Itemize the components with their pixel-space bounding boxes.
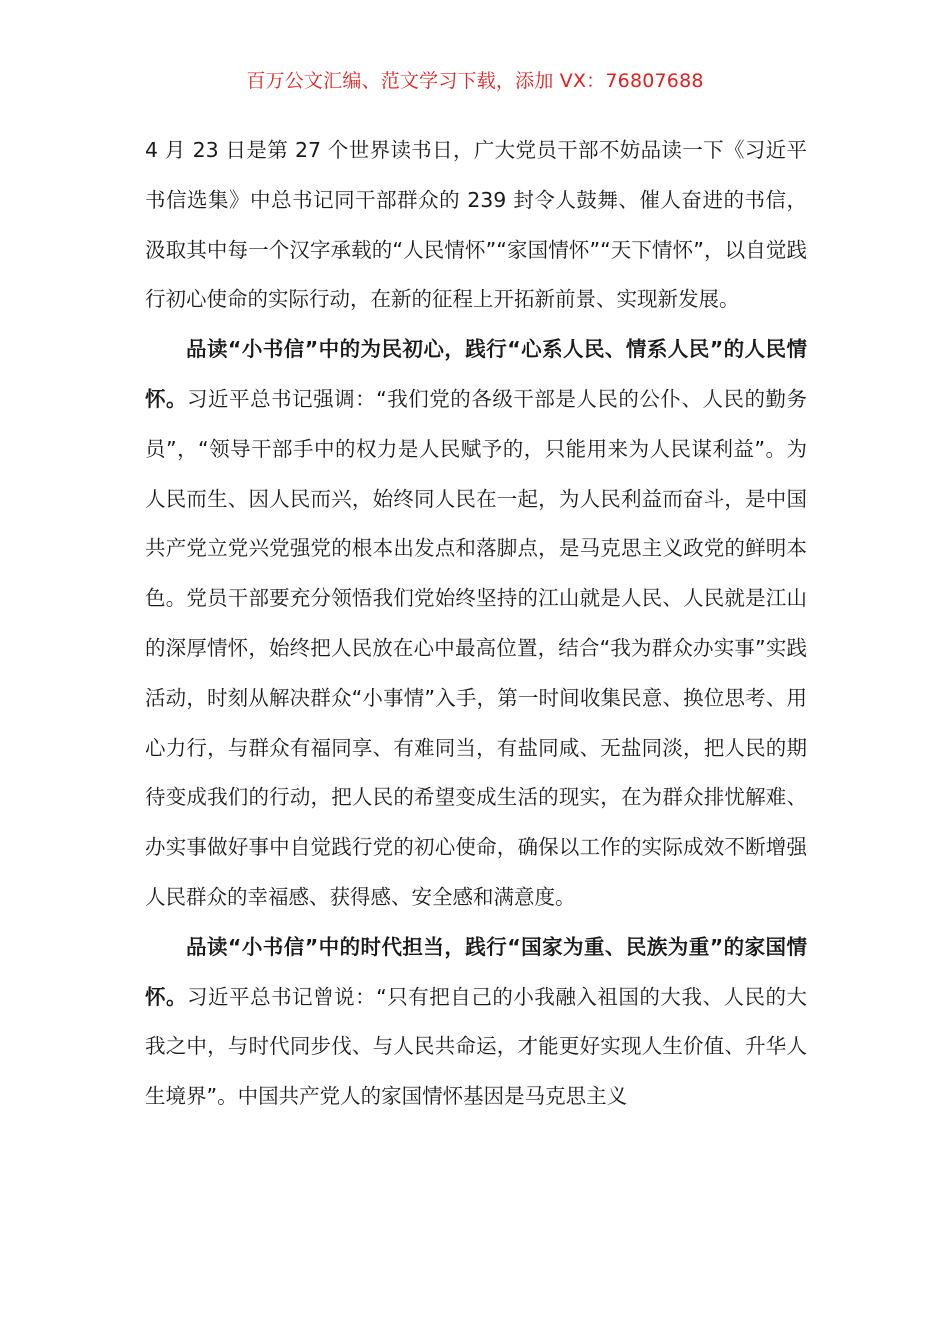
paragraph-people-sentiment xyxy=(145,325,807,923)
watermark-header: 百万公文汇编、范文学习下载，添加 VX：76807688 xyxy=(246,70,704,92)
paragraph-people-sentiment-text: 习近平总书记强调：“我们党的各级干部是人民的公仆、人民的勤务员”，“领导干部手中的权力是人民赋予的，只能用来为人民谋利益”。为人民而生、因人民而兴，始终同人民在一起，为人民利益而奋斗，是中国共产党立党兴党强党的根本出发点和落脚点，是马克思主义政党的鲜明本色。党员干部要充分领悟我们党始终坚持的江山就是人民、人民就是江山的深厚情怀，始终把人民放在心中最高位置，结合“我为群众办实事”实践活动，时刻从解决群众“小事情”入手，第一时间收集民意、换位思考、用心力行，与群众有福同享、有难同当，有盐同咸、无盐同淡，把人民的期待变成我们的行动，把人民的希望变成生活的现实，在为群众排忧解难、办实事做好事中自觉践行党的初心使命，确保以工作的实际成效不断增强人民群众的幸福感、获得感、安全感和满意度。 xyxy=(145,386,808,909)
paragraph-nation-sentiment xyxy=(145,923,807,1122)
paragraph-nation-sentiment-text: 习近平总书记曾说：“只有把自己的小我融入祖国的大我、人民的大我之中，与时代同步伐、与人民共命运，才能更好实现人生价值、升华人生境界”。中国共产党人的家国情怀基因是马克思主义 xyxy=(145,984,808,1109)
paragraph-nation-sentiment-heading: 品读“小书信”中的时代担当，践行“国家为重、民族为重”的家国情怀。 xyxy=(145,934,807,1009)
paragraph-intro xyxy=(145,126,807,325)
paragraph-people-sentiment-heading: 品读“小书信”中的为民初心，践行“心系人民、情系人民”的人民情怀。 xyxy=(145,337,807,411)
paragraph-intro-text: 4 月 23 日是第 27 个世界读书日，广大党员干部不妨品读一下《习近平书信选集》中总书记同干部群众的 239 封令人鼓舞、催人奋进的书信，汲取其中每一个汉字承载的“人民情怀”“家国情怀”“天下情怀”，以自觉践行初心使命的实际行动，在新的征程上开拓新前景、实现新发展。 xyxy=(145,138,807,312)
document-body xyxy=(145,126,807,1122)
